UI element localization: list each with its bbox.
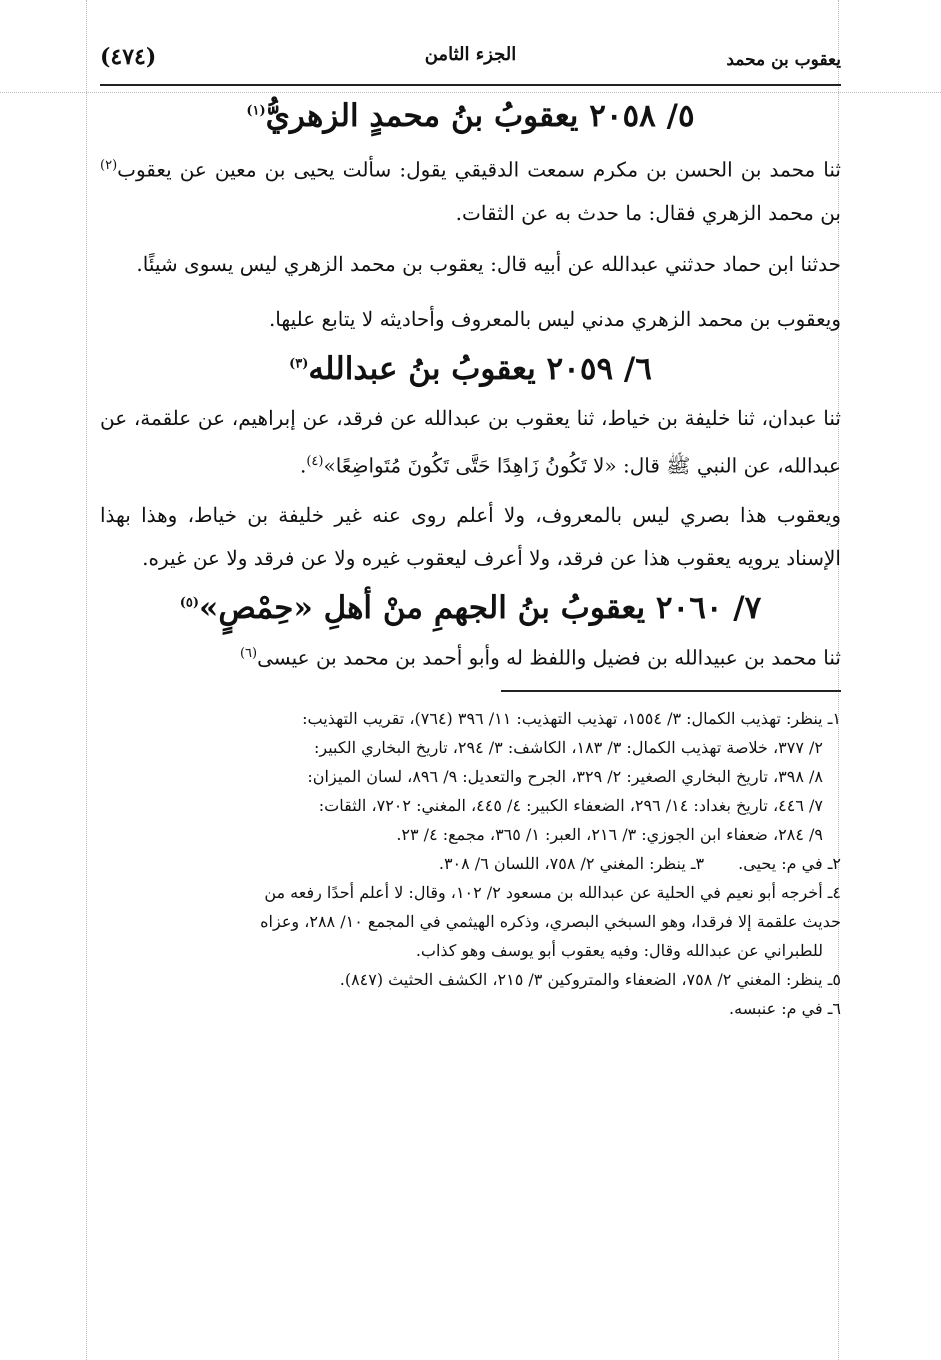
paragraph-text: بن محمد الزهري فقال: ما حدث به عن الثقات. [455, 200, 841, 225]
volume-part: الجزء الثامن [424, 44, 517, 65]
footnote-ref: (٤) [306, 454, 324, 470]
page-header [100, 40, 841, 86]
footnote-line: ٢/ ٣٧٧، خلاصة تهذيب الكمال: ٣/ ١٨٣، الكاشف: ٣/ ٢٩٤، تاريخ البخاري الكبير: [314, 737, 823, 757]
main-text [100, 96, 841, 680]
book-page [100, 40, 841, 1360]
footnote-line: ١ـ ينظر: تهذيب الكمال: ٣/ ١٥٥٤، تهذيب التهذيب: ١١/ ٣٩٦ (٧٦٤)، تقريب التهذيب: [302, 708, 841, 728]
paragraph-text: ثنا محمد بن الحسن بن مكرم سمعت الدقيقي يقول: سألت يحيى بن معين عن يعقوب [117, 157, 841, 182]
footnote-ref: (٣) [289, 356, 309, 372]
footnote-2: ٢ـ في م: يحيى. [738, 853, 841, 873]
footnote-ref: (١) [246, 103, 266, 119]
paragraph-text: . [299, 453, 307, 478]
paragraph: ويعقوب هذا بصري ليس بالمعروف، ولا أعلم روى عنه غير خليفة بن خياط، وهذا بهذا الإسناد يرويه يعقوب هذا عن فرقد، ولا أعرف ليعقوب غيره ولا عن فرقد ولا عن غيره. [100, 502, 841, 570]
running-title: يعقوب بن محمد [726, 50, 841, 70]
entry-title-text: ٧/ ٢٠٦٠ يعقوبُ بنُ الجهمِ منْ أهلِ «حِمْصٍ» [199, 589, 762, 626]
footnote-ref: (٦) [239, 646, 258, 662]
left-margin-guide [86, 0, 87, 1360]
footnote-line: ٩/ ٢٨٤، ضعفاء ابن الجوزي: ٣/ ٢١٦، العبر: ١/ ٣٦٥، مجمع: ٤/ ٢٣. [396, 824, 823, 844]
footnote-line: ٤ـ أخرجه أبو نعيم في الحلية عن عبدالله بن مسعود ٢/ ١٠٢، وقال: لا أعلم أحدًا رفعه من [264, 882, 841, 902]
paragraph [100, 144, 841, 235]
footnote-line: حديث علقمة إلا فرقدا، وهو السبخي البصري، وذكره الهيثمي في المجمع ١٠/ ٢٨٨، وعزاه [260, 911, 841, 931]
footnote-ref: (٥) [179, 595, 199, 611]
footnote-6: ٦ـ في م: عنبسه. [729, 998, 841, 1018]
paragraph: حدثنا ابن حماد حدثني عبدالله عن أبيه قال: يعقوب بن محمد الزهري ليس يسوى شيئًا. [136, 251, 841, 276]
page-number: (٤٧٤) [100, 44, 157, 70]
entry-title-text: ٥/ ٢٠٥٨ يعقوبُ بنُ محمدٍ الزهريُّ [265, 98, 695, 134]
paragraph-text: ثنا عبدان، ثنا خليفة بن خياط، ثنا يعقوب بن عبدالله عن فرقد، عن إبراهيم، عن علقمة، عن عبدالله، عن النبي ﷺ قال: «لا تَكُونُ زَاهِدًا حَتَّى تَكُونَ مُتَواضِعًا» [100, 406, 841, 478]
entry-title-text: ٦/ ٢٠٥٩ يعقوبُ بنُ عبدالله [308, 350, 652, 387]
paragraph [100, 632, 841, 680]
footnote-separator [501, 690, 841, 692]
entry-title [100, 96, 841, 136]
footnote-ref: (٢) [100, 158, 118, 174]
footnote-line: للطبراني عن عبدالله وقال: وفيه يعقوب أبو يوسف وهو كذاب. [415, 940, 823, 960]
entry-title [100, 349, 841, 389]
footnote-line: ٨/ ٣٩٨، تاريخ البخاري الصغير: ٢/ ٣٢٩، الجرح والتعديل: ٩/ ٨٩٦، لسان الميزان: [307, 766, 823, 786]
paragraph-text: ثنا محمد بن عبيدالله بن فضيل واللفظ له وأبو أحمد بن محمد بن عيسى [257, 645, 841, 670]
entry-title [100, 588, 841, 628]
paragraph: ويعقوب بن محمد الزهري مدني ليس بالمعروف وأحاديثه لا يتابع عليها. [268, 306, 841, 331]
footnotes [100, 704, 841, 1023]
footnote-3: ٣ـ ينظر: المغني ٢/ ٧٥٨، اللسان ٦/ ٣٠٨. [438, 853, 705, 873]
footnote-line: ٧/ ٤٤٦، تاريخ بغداد: ١٤/ ٢٩٦، الضعفاء الكبير: ٤/ ٤٤٥، المغني: ٧٢٠٢، الثقات: [318, 795, 823, 815]
footnote-line [100, 849, 841, 878]
footnote-5: ٥ـ ينظر: المغني ٢/ ٧٥٨، الضعفاء والمتروكين ٣/ ٢١٥، الكشف الحثيث (٨٤٧). [339, 969, 841, 989]
paragraph [100, 397, 841, 488]
